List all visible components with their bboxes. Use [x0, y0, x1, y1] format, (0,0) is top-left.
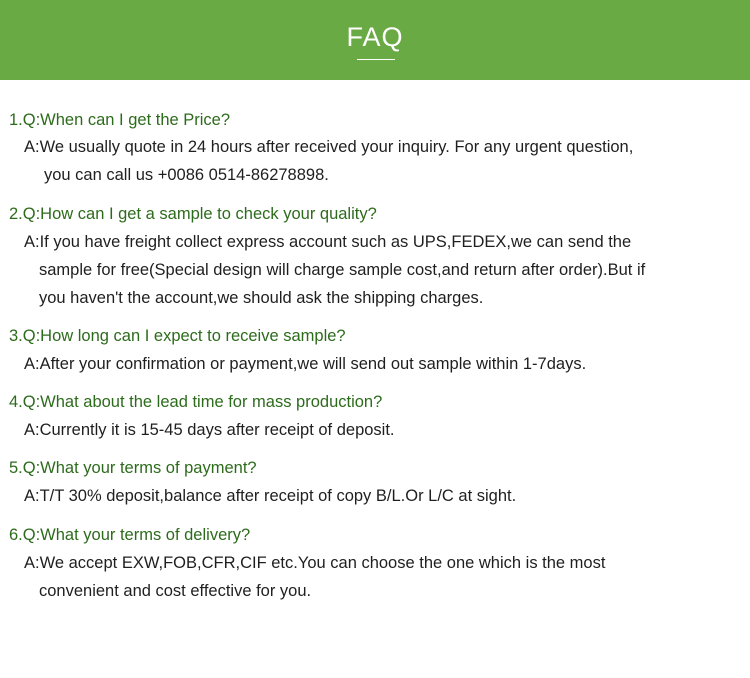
page-title: FAQ — [346, 22, 404, 52]
answer-line: A:After your confirmation or payment,we will send out sample within 1-7days. — [24, 355, 587, 373]
faq-answer-1 — [24, 133, 714, 189]
faq-answer-6 — [24, 549, 714, 605]
faq-question-6: 6.Q:What your terms of delivery? — [9, 526, 251, 544]
answer-line: A:We accept EXW,FOB,CFR,CIF etc.You can choose the one which is the most — [24, 554, 606, 572]
title-underline — [357, 59, 395, 60]
answer-line: A:Currently it is 15-45 days after receipt of deposit. — [24, 421, 395, 439]
answer-line: A:T/T 30% deposit,balance after receipt of copy B/L.Or L/C at sight. — [24, 487, 517, 505]
answer-line: A:If you have freight collect express account such as UPS,FEDEX,we can send the — [24, 233, 632, 251]
answer-line: you can call us +0086 0514-86278898. — [44, 166, 329, 184]
answer-line: convenient and cost effective for you. — [39, 582, 312, 600]
faq-answer-2 — [24, 228, 714, 312]
faq-question-3: 3.Q:How long can I expect to receive sample? — [9, 327, 346, 345]
faq-header — [0, 0, 750, 80]
answer-line: sample for free(Special design will charge sample cost,and return after order).But if — [39, 261, 646, 279]
answer-line: you haven't the account,we should ask the shipping charges. — [39, 289, 484, 307]
faq-question-2: 2.Q:How can I get a sample to check your quality? — [9, 205, 377, 223]
faq-question-1: 1.Q:When can I get the Price? — [9, 111, 231, 129]
faq-answer-4 — [24, 416, 714, 444]
faq-question-4: 4.Q:What about the lead time for mass production? — [9, 393, 383, 411]
answer-line: A:We usually quote in 24 hours after received your inquiry. For any urgent question, — [24, 138, 634, 156]
faq-answer-3 — [24, 350, 714, 378]
faq-answer-5 — [24, 482, 714, 510]
faq-question-5: 5.Q:What your terms of payment? — [9, 459, 257, 477]
